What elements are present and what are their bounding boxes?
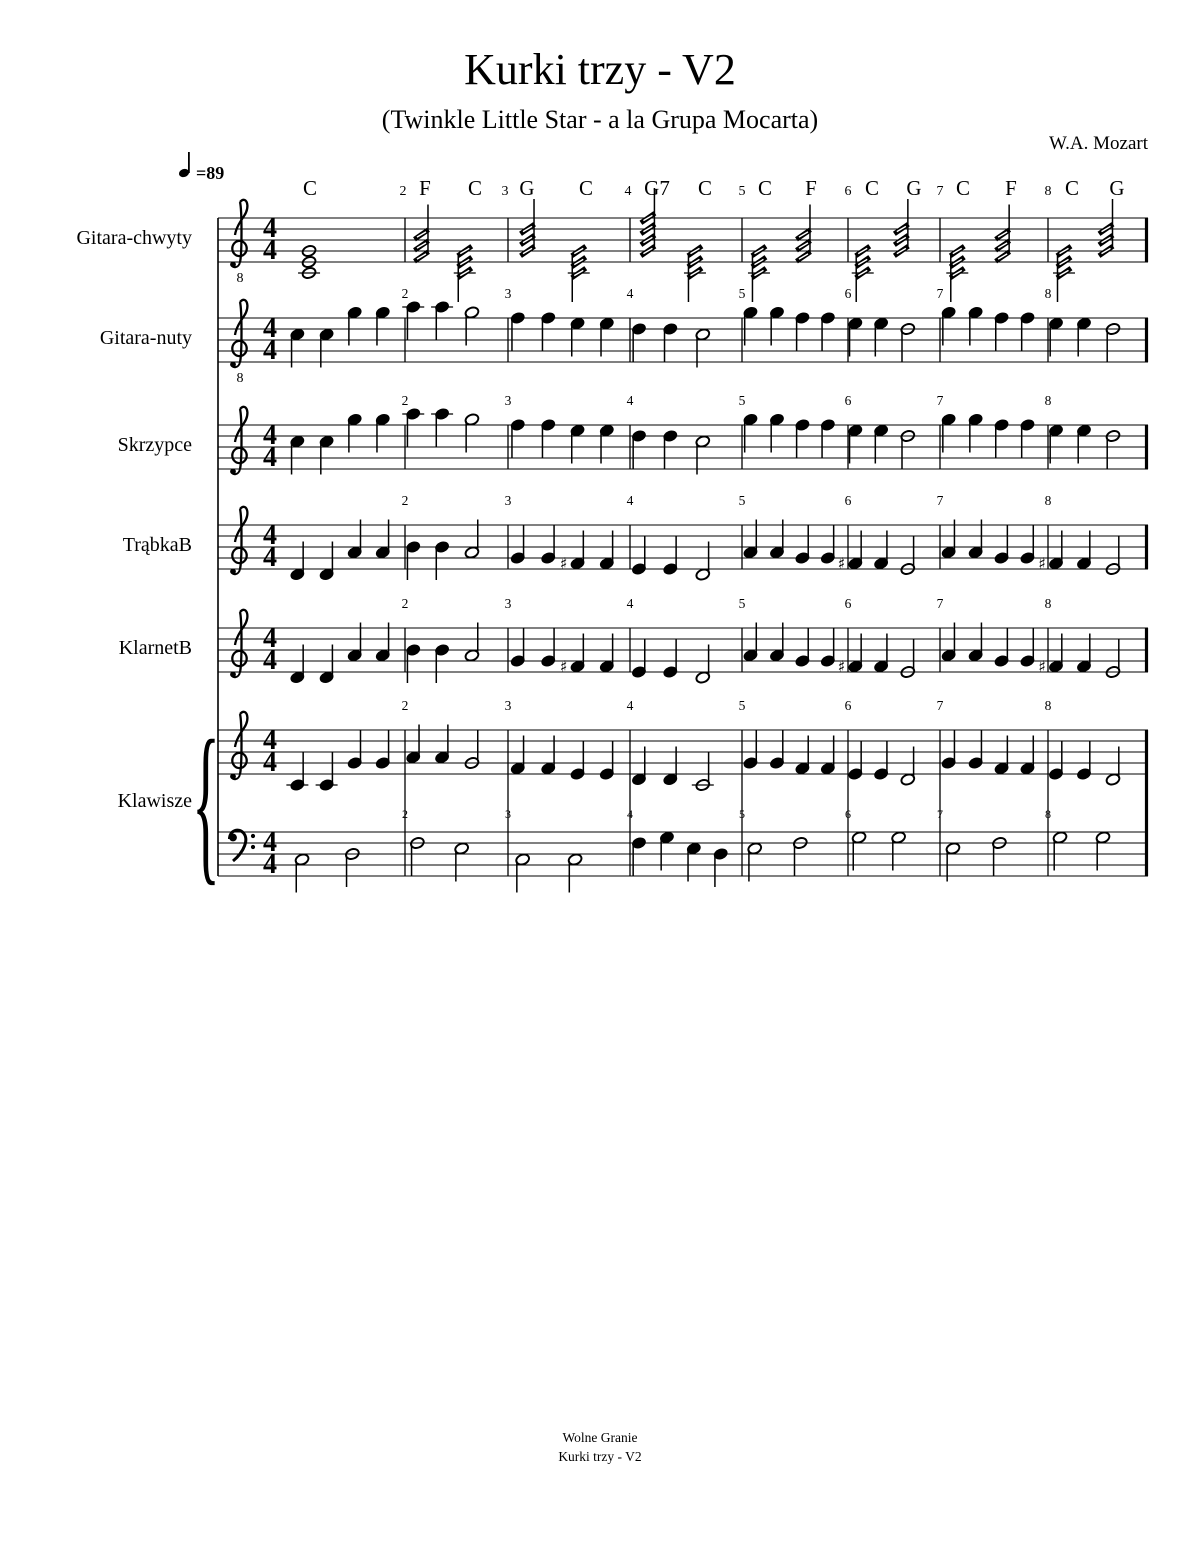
page-footer	[0, 1428, 1200, 1466]
chord-symbol: G	[906, 176, 922, 200]
svg-text:3: 3	[504, 698, 512, 713]
chord-symbol: F	[1005, 176, 1017, 200]
staff-trąbkab	[218, 493, 1148, 581]
measure-number: 2	[399, 184, 407, 199]
instrument-label: Gitara-chwyty	[76, 227, 192, 249]
svg-text:8: 8	[236, 271, 244, 286]
svg-text:6: 6	[845, 807, 851, 821]
svg-text:3: 3	[505, 807, 511, 821]
svg-text:7: 7	[937, 807, 943, 821]
chord-symbol: F	[419, 176, 431, 200]
svg-text:8: 8	[236, 371, 244, 386]
measure-number: 3	[501, 184, 509, 199]
svg-text:♯: ♯	[1038, 554, 1046, 573]
svg-text:4: 4	[263, 645, 277, 676]
svg-text:5: 5	[738, 493, 746, 508]
svg-text:3: 3	[504, 493, 512, 508]
chord-symbol: F	[805, 176, 817, 200]
staff-klarnetb	[218, 596, 1148, 684]
svg-text:5: 5	[738, 596, 746, 611]
instrument-label: KlarnetB	[118, 637, 192, 659]
measure-number: 8	[1044, 184, 1052, 199]
svg-text:2: 2	[402, 807, 408, 821]
svg-text:4: 4	[627, 807, 633, 821]
svg-text:2: 2	[401, 493, 409, 508]
chord-symbol: C	[864, 176, 880, 200]
svg-text:6: 6	[844, 393, 852, 408]
measure-number: 7	[936, 184, 944, 199]
piano-brace: {	[192, 705, 220, 901]
score-title: Kurki trzy - V2	[464, 45, 736, 94]
instrument-label: Gitara-nuty	[99, 327, 192, 349]
instrument-label: TrąbkaB	[122, 534, 192, 556]
svg-text:4: 4	[263, 335, 277, 366]
staff-skrzypce	[218, 393, 1148, 475]
measure-number: 6	[844, 184, 852, 199]
staff-klawisze-bass	[218, 807, 1148, 893]
svg-text:5: 5	[738, 286, 746, 301]
svg-text:2: 2	[401, 596, 409, 611]
svg-text:7: 7	[936, 393, 944, 408]
svg-text:4: 4	[263, 827, 277, 858]
svg-text:4: 4	[263, 313, 277, 344]
chord-symbol: G	[1109, 176, 1125, 200]
svg-text:♯: ♯	[837, 554, 846, 573]
score-subtitle: (Twinkle Little Star - a la Grupa Mocarta)	[381, 105, 819, 134]
svg-text:4: 4	[626, 493, 634, 508]
measure-number: 4	[624, 184, 632, 199]
svg-text:=89: =89	[196, 163, 225, 183]
svg-text:4: 4	[263, 623, 277, 654]
chord-symbol: C	[578, 176, 594, 200]
chord-symbol: C	[955, 176, 971, 200]
svg-text:4: 4	[263, 747, 277, 778]
chord-symbol: G	[519, 176, 535, 200]
staff-gitara-chwyty	[218, 188, 1148, 302]
svg-text:8: 8	[1044, 393, 1052, 408]
svg-text:8: 8	[1044, 493, 1052, 508]
tempo-marking	[178, 152, 225, 183]
svg-text:4: 4	[263, 442, 277, 473]
svg-text:6: 6	[844, 698, 852, 713]
svg-text:5: 5	[739, 807, 745, 821]
svg-text:8: 8	[1044, 698, 1052, 713]
svg-text:6: 6	[844, 493, 852, 508]
svg-text:4: 4	[263, 725, 277, 756]
svg-text:♯: ♯	[837, 657, 846, 676]
chord-symbol: G7	[644, 176, 670, 200]
instrument-label: Klawisze	[117, 790, 192, 812]
svg-text:4: 4	[626, 698, 634, 713]
svg-text:3: 3	[504, 393, 512, 408]
svg-text:3: 3	[504, 286, 512, 301]
footer-line2: Kurki trzy - V2	[558, 1449, 642, 1464]
svg-text:4: 4	[626, 393, 634, 408]
svg-text:♯: ♯	[559, 657, 568, 676]
svg-text:8: 8	[1045, 807, 1051, 821]
svg-text:3: 3	[504, 596, 512, 611]
svg-text:4: 4	[263, 235, 277, 266]
svg-text:4: 4	[263, 213, 277, 244]
svg-text:2: 2	[401, 393, 409, 408]
measure-number: 5	[738, 184, 746, 199]
svg-text:4: 4	[263, 520, 277, 551]
chord-symbol: C	[697, 176, 713, 200]
chord-symbol: C	[467, 176, 483, 200]
svg-text:♯: ♯	[559, 554, 568, 573]
footer-line1: Wolne Granie	[562, 1430, 638, 1445]
svg-text:2: 2	[401, 698, 409, 713]
svg-text:8: 8	[1044, 286, 1052, 301]
svg-text:8: 8	[1044, 596, 1052, 611]
svg-text:5: 5	[738, 393, 746, 408]
svg-text:7: 7	[936, 493, 944, 508]
svg-text:4: 4	[626, 596, 634, 611]
svg-text:4: 4	[263, 849, 277, 880]
svg-text:7: 7	[936, 596, 944, 611]
svg-text:4: 4	[263, 542, 277, 573]
svg-text:7: 7	[936, 286, 944, 301]
svg-text:6: 6	[844, 286, 852, 301]
svg-text:2: 2	[401, 286, 409, 301]
chord-symbol: C	[302, 176, 318, 200]
svg-text:4: 4	[263, 420, 277, 451]
svg-text:4: 4	[626, 286, 634, 301]
staff-gitara-nuty	[218, 286, 1148, 386]
svg-text:♯: ♯	[1038, 657, 1046, 676]
composer-name: W.A. Mozart	[1048, 133, 1148, 154]
chord-symbol: C	[757, 176, 773, 200]
svg-text:6: 6	[844, 596, 852, 611]
svg-text:7: 7	[936, 698, 944, 713]
instrument-label: Skrzypce	[117, 434, 192, 456]
chord-symbol: C	[1064, 176, 1080, 200]
svg-text:5: 5	[738, 698, 746, 713]
